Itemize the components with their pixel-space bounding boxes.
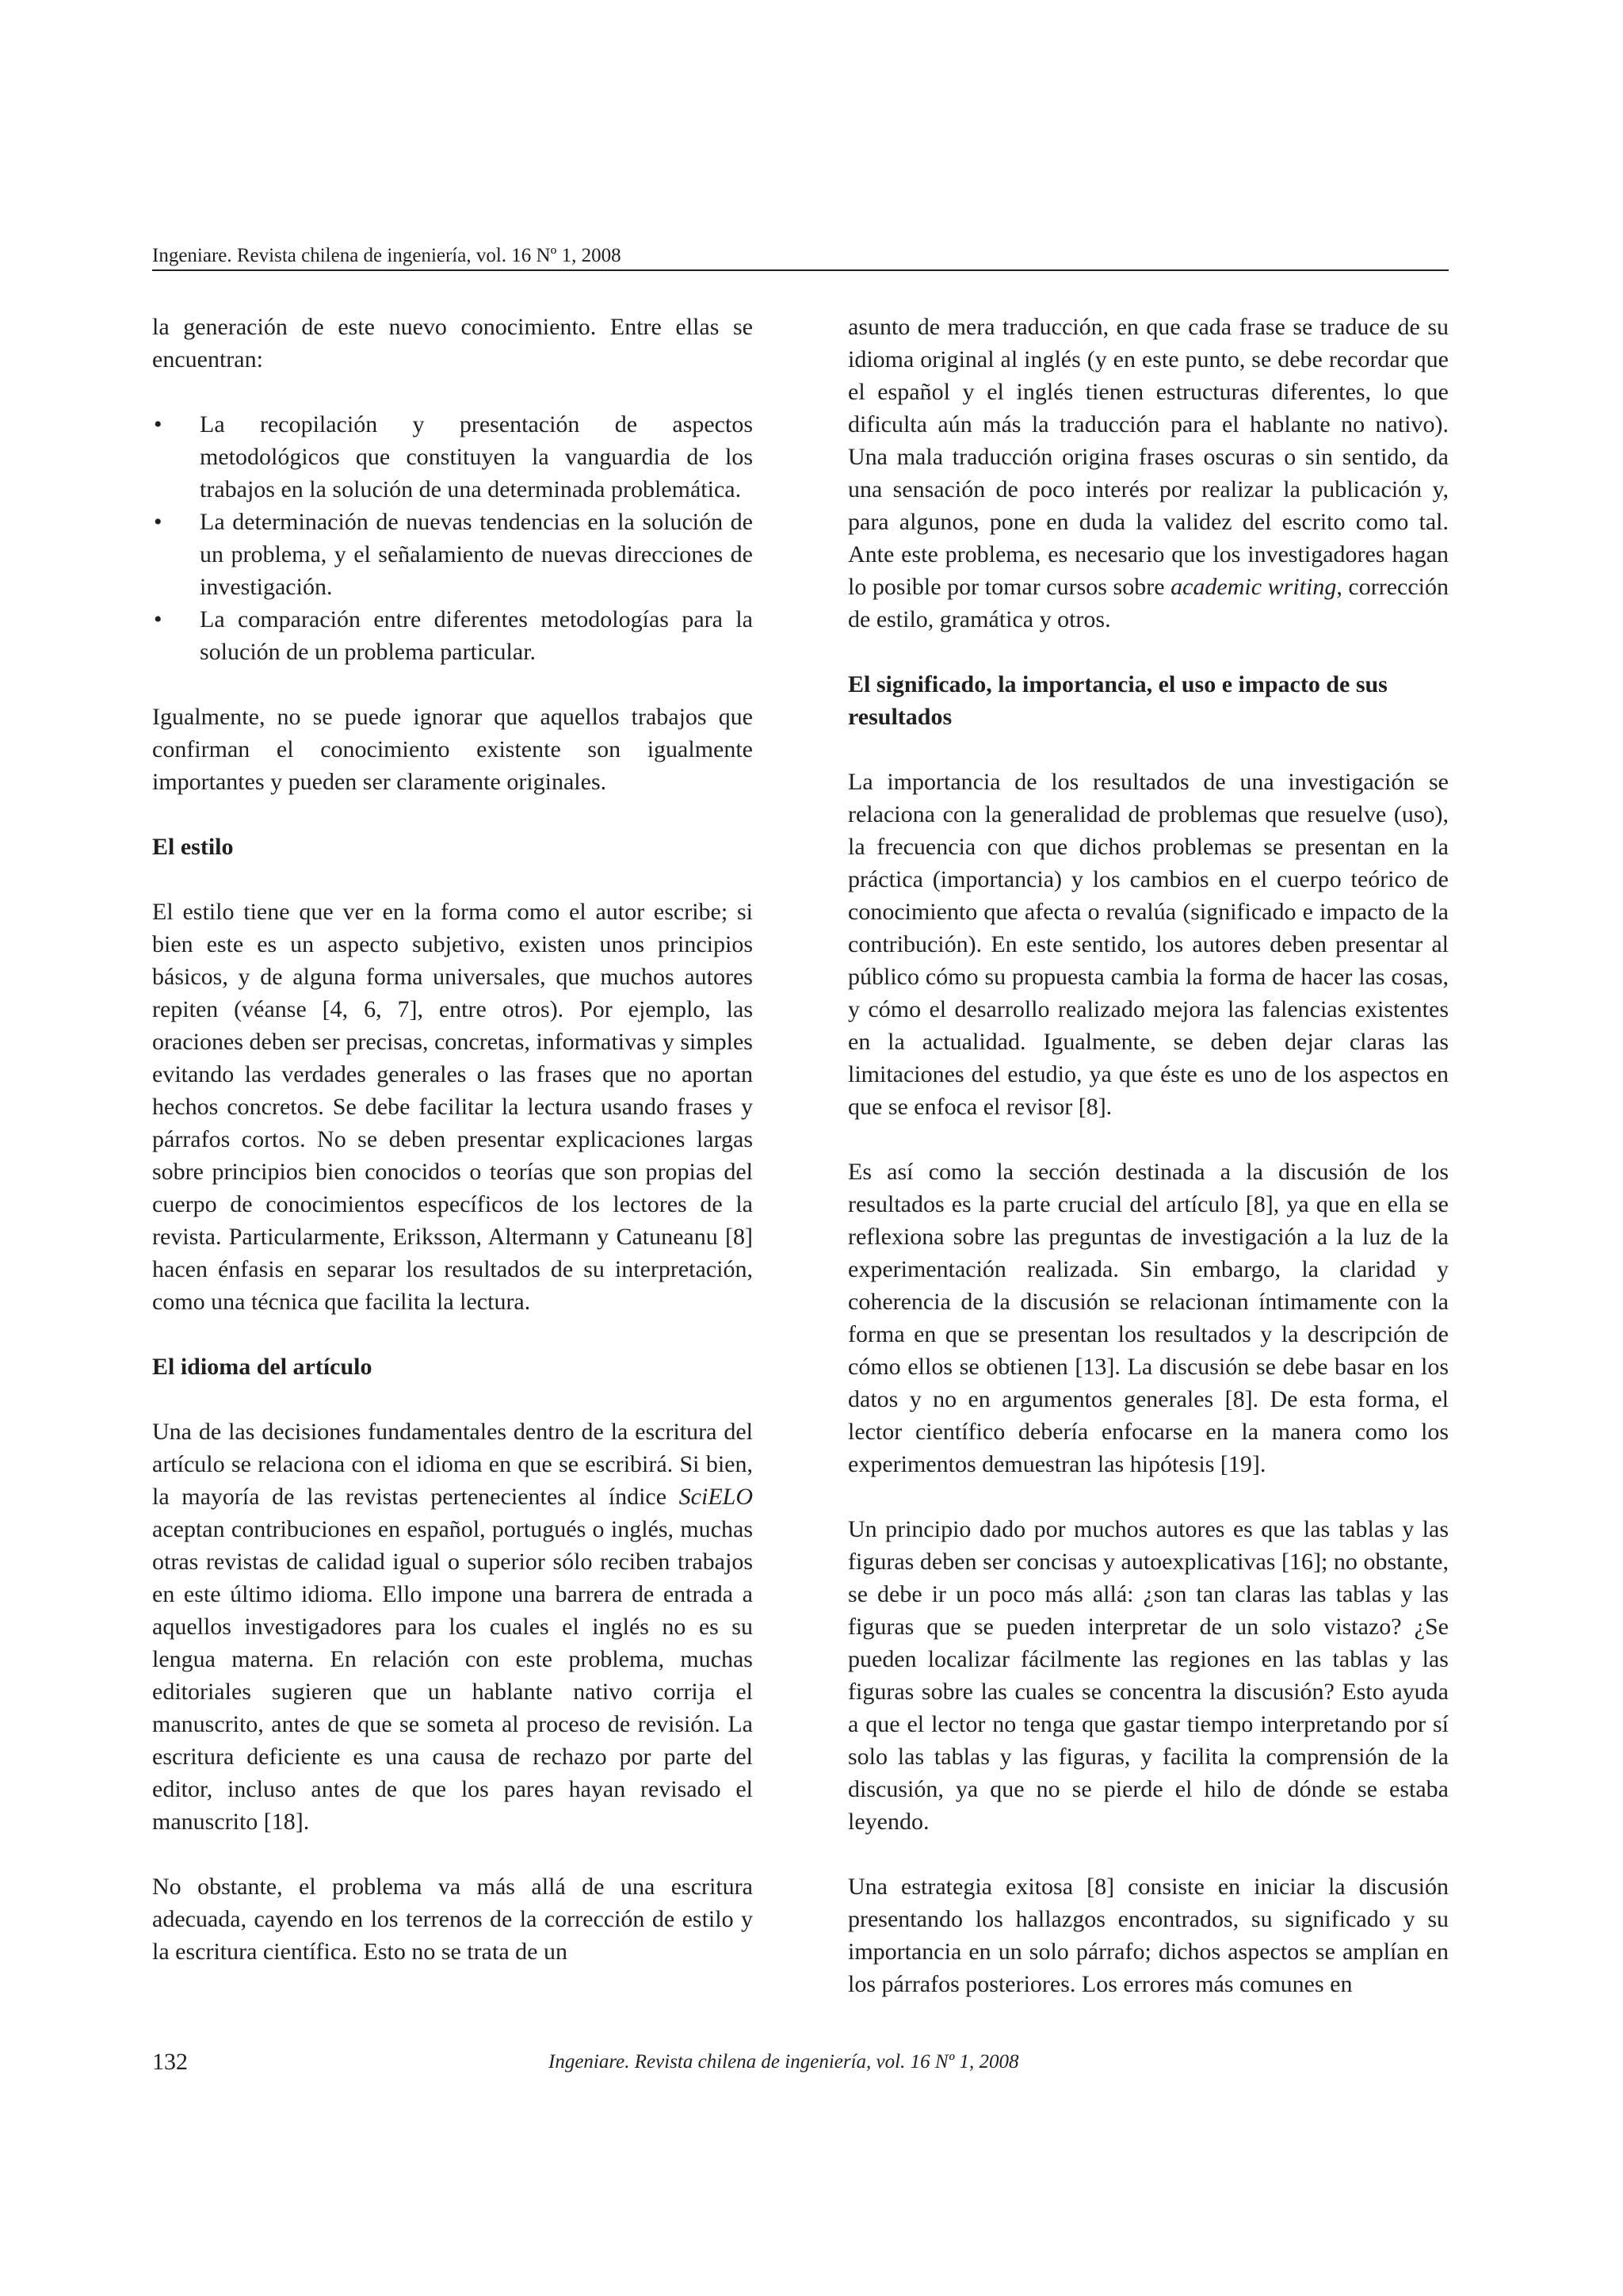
- academic-writing-term: academic writing: [1170, 574, 1337, 600]
- bullet-list: [152, 408, 753, 668]
- section-heading-significado: El significado, la importancia, el uso e impacto de sus resultados: [848, 671, 1388, 730]
- list-item-text: La recopilación y presentación de aspectos metodológicos que constituyen la vanguardia de los trabajos en la solución de una determinada problemática.: [200, 411, 753, 502]
- bullet-icon: •: [154, 606, 162, 632]
- scielo-term: SciELO: [678, 1484, 753, 1510]
- left-column: [152, 311, 753, 1968]
- paragraph-tablas: Un principio dado por muchos autores es que las tablas y las figuras deben ser concisas y autoexplicativas [16]; no obstante, se debe ir un poco más allá: ¿son tan claras las tablas y las figuras que se pueden interpretar de un solo vistazo? ¿Se pueden localizar fácilmente las regiones en las tablas y las figuras sobre las cuales se concentra la discusión? Esto ayuda a que el lector no tenga que gastar tiempo interpretando por sí solo las tablas y las figuras, y facilita la comprensión de la discusión, ya que no se pierde el hilo de dónde se estaba leyendo.: [848, 1516, 1449, 1835]
- section-heading-estilo: El estilo: [152, 834, 234, 860]
- list-item-text: La determinación de nuevas tendencias en la solución de un problema, y el señalamiento de nuevas direcciones de investigación.: [200, 509, 753, 600]
- paragraph-after-bullets: Igualmente, no se puede ignorar que aquellos trabajos que confirman el conocimiento existente son igualmente importantes y pueden ser claramente originales.: [152, 704, 753, 795]
- list-item: [152, 603, 753, 668]
- page-footer: [152, 2046, 1449, 2078]
- bullet-icon: •: [154, 411, 162, 437]
- paragraph-idioma-part2: aceptan contribuciones en español, portugués o inglés, muchas otras revistas de calidad igual o superior sólo reciben trabajos en este último idioma. Ello impone una barrera de entrada a aquellos investigadores para los cuales el inglés no es su lengua materna. En relación con este problema, muchas editoriales sugieren que un hablante nativo corrija el manuscrito, antes de que se someta al proceso de revisión. La escritura deficiente es una causa de rechazo por parte del editor, incluso antes de que los pares hayan revisado el manuscrito [18].: [152, 1516, 753, 1835]
- paragraph-traduccion: [848, 311, 1449, 636]
- paragraph-traduccion-part1: asunto de mera traducción, en que cada frase se traduce de su idioma original al inglés (y en este punto, se debe recordar que el español y el inglés tienen estructuras diferentes, lo que dificulta aún más la traducción para el hablante no nativo). Una mala traducción origina frases oscuras o sin sentido, da una sensación de poco interés por realizar la publicación y, para algunos, pone en duda la validez del escrito como tal. Ante este problema, es necesario que los investigadores hagan lo posible por tomar cursos sobre: [848, 314, 1449, 600]
- bullet-icon: •: [154, 509, 162, 535]
- paragraph-importancia: La importancia de los resultados de una investigación se relaciona con la generalidad de problemas que resuelve (uso), la frecuencia con que dichos problemas se presentan en la práctica (importancia) y los cambios en el cuerpo teórico de conocimiento que afecta o revalúa (significado e impacto de la contribución). En este sentido, los autores deben presentar al público cómo su propuesta cambia la forma de hacer las cosas, y cómo el desarrollo realizado mejora las falencias existentes en la actualidad. Igualmente, se deben dejar claras las limitaciones del estudio, ya que éste es uno de los aspectos en que se enfoca el revisor [8].: [848, 769, 1449, 1120]
- paragraph-estrategia: Una estrategia exitosa [8] consiste en iniciar la discusión presentando los hallazgos encontrados, su significado y su importancia en un solo párrafo; dichos aspectos se amplían en los párrafos posteriores. Los errores más comunes en: [848, 1874, 1449, 1997]
- running-header-title: Ingeniare. Revista chilena de ingeniería, vol. 16 Nº 1, 2008: [152, 245, 621, 266]
- right-column: [848, 311, 1449, 2000]
- list-item: [152, 408, 753, 506]
- section-heading-idioma: El idioma del artículo: [152, 1354, 372, 1380]
- paragraph-estilo: El estilo tiene que ver en la forma como el autor escribe; si bien este es un aspecto subjetivo, existen unos principios básicos, y de alguna forma universales, que muchos autores repiten (véanse [4, 6, 7], entre otros). Por ejemplo, las oraciones deben ser precisas, concretas, informativas y simples evitando las verdades generales o las frases que no aportan hechos concretos. Se debe facilitar la lectura usando frases y párrafos cortos. No se deben presentar explicaciones largas sobre principios bien conocidos o teorías que son propias del cuerpo de conocimientos específicos de los lectores de la revista. Particularmente, Eriksson, Altermann y Catuneanu [8] hacen énfasis en separar los resultados de su interpretación, como una técnica que facilita la lectura.: [152, 899, 753, 1315]
- paragraph-idioma: [152, 1415, 753, 1838]
- paragraph-no-obstante: No obstante, el problema va más allá de una escritura adecuada, cayendo en los terrenos de la corrección de estilo y la escritura científica. Esto no se trata de un: [152, 1874, 753, 1965]
- page-number: 132: [152, 2049, 188, 2075]
- running-header: [152, 243, 1449, 271]
- list-item: [152, 506, 753, 603]
- footer-journal-title: Ingeniare. Revista chilena de ingeniería, vol. 16 Nº 1, 2008: [548, 2051, 1019, 2073]
- intro-paragraph: la generación de este nuevo conocimiento. Entre ellas se encuentran:: [152, 314, 753, 372]
- list-item-text: La comparación entre diferentes metodologías para la solución de un problema particular.: [200, 606, 753, 665]
- paragraph-traduccion-part2: , corrección de estilo, gramática y otros.: [848, 574, 1449, 632]
- paragraph-discusion: Es así como la sección destinada a la discusión de los resultados es la parte crucial del artículo [8], ya que en ella se reflexiona sobre las preguntas de investigación a la luz de la experimentación realizada. Sin embargo, la claridad y coherencia de la discusión se relacionan íntimamente con la forma en que se presentan los resultados y la descripción de cómo ellos se obtienen [13]. La discusión se debe basar en los datos y no en argumentos generales [8]. De esta forma, el lector científico debería enfocarse en la manera como los experimentos demuestran las hipótesis [19].: [848, 1159, 1449, 1477]
- paragraph-idioma-part1: Una de las decisiones fundamentales dentro de la escritura del artículo se relaciona con el idioma en que se escribirá. Si bien, la mayoría de las revistas pertenecientes al índice: [152, 1419, 753, 1510]
